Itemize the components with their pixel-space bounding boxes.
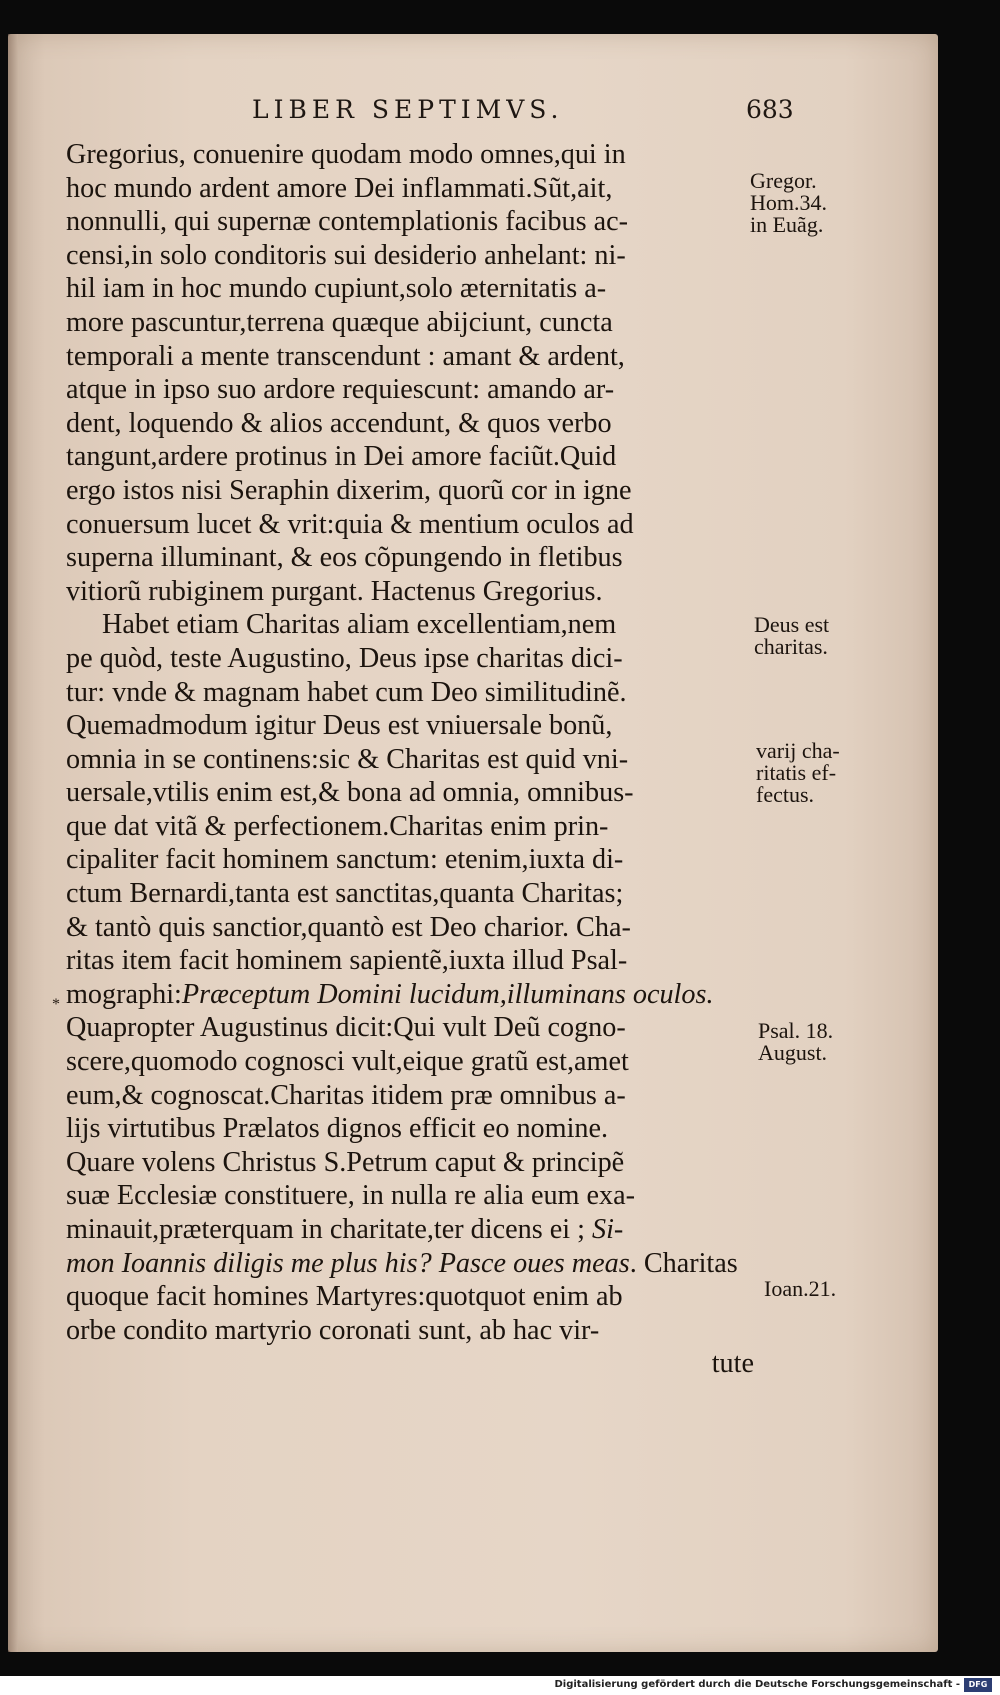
margin-note-varij-effectus bbox=[756, 740, 840, 806]
text-line: ctum Bernardi,tanta est sanctitas,quanta Charitas; bbox=[66, 878, 624, 910]
margin-note-line: Gregor. bbox=[750, 168, 817, 193]
text-line: uersale,vtilis enim est,& bona ad omnia, omnibus- bbox=[66, 777, 634, 809]
text-line: que dat vitã & perfectionem.Charitas enim prin- bbox=[66, 810, 609, 842]
body-text bbox=[66, 138, 766, 1381]
funding-credit: Digitalisierung gefördert durch die Deutsche Forschungsgemeinschaft - bbox=[554, 1679, 960, 1690]
quotation-italic: mon Ioannis diligis me plus his? Pasce oues meas bbox=[66, 1247, 630, 1279]
text-line-paragraph-start: Habet etiam Charitas aliam excellentiam,nem bbox=[102, 609, 617, 641]
text-line: quoque facit homines Martyres:quotquot enim ab bbox=[66, 1281, 623, 1313]
catchword: tute bbox=[711, 1348, 754, 1380]
text-line: hoc mundo ardent amore Dei inflammati.Sũt,ait, bbox=[66, 172, 613, 204]
margin-note-line: charitas. bbox=[754, 634, 828, 659]
text-line: dent, loquendo & alios accendunt, & quos verbo bbox=[66, 407, 612, 439]
text-line: omnia in se continens:sic & Charitas est quid vni- bbox=[66, 743, 629, 775]
text-line: conuersum lucet & vrit:quia & mentium oculos ad bbox=[66, 508, 634, 540]
margin-note-line: ritatis ef- bbox=[756, 760, 837, 785]
text-line: more pascuntur,terrena quæque abijciunt, cuncta bbox=[66, 306, 613, 338]
margin-note-line: Hom.34. bbox=[750, 190, 827, 215]
text-line: ergo istos nisi Seraphin dixerim, quorũ cor in igne bbox=[66, 474, 632, 506]
text-line: vitiorũ rubiginem purgant. Hactenus Gregorius. bbox=[66, 575, 603, 607]
line-roman-part: minauit,præterquam in charitate,ter dicens ei ; bbox=[66, 1214, 585, 1245]
text-line: lijs virtutibus Prælatos dignos efficit eo nomine. bbox=[66, 1113, 609, 1145]
text-line: suæ Ecclesiæ constituere, in nulla re alia eum exa- bbox=[66, 1180, 636, 1212]
text-line: orbe condito martyrio coronati sunt, ab hac vir- bbox=[66, 1314, 600, 1346]
margin-note-line: varij cha- bbox=[756, 738, 840, 763]
margin-note-line: Deus est bbox=[754, 612, 830, 637]
margin-note-gregor bbox=[750, 170, 827, 236]
running-head: LIBER SEPTIMVS. bbox=[252, 95, 564, 124]
line-roman-part: . Charitas bbox=[629, 1247, 738, 1279]
page-gutter bbox=[8, 34, 18, 1652]
margin-note-ioan bbox=[764, 1278, 836, 1300]
text-line: eum,& cognoscat.Charitas itidem præ omnibus a- bbox=[66, 1079, 626, 1111]
text-line: Quemadmodum igitur Deus est vniuersale bonũ, bbox=[66, 710, 613, 742]
margin-note-deus-charitas bbox=[754, 614, 829, 658]
text-line-quotation bbox=[66, 1213, 766, 1247]
text-line: cipaliter facit hominem sanctum: etenim,iuxta di- bbox=[66, 844, 624, 876]
text-line: & tantò quis sanctior,quantò est Deo charior. Cha- bbox=[66, 911, 631, 943]
text-line: censi,in solo conditoris sui desiderio anhelant: ni- bbox=[66, 239, 626, 271]
text-line: scere,quomodo cognosci vult,eique gratũ est,amet bbox=[66, 1046, 629, 1078]
text-line-quotation bbox=[66, 1247, 766, 1281]
text-line: superna illuminant, & eos cõpungendo in fletibus bbox=[66, 542, 623, 574]
text-line: atque in ipso suo ardore requiescunt: amando ar- bbox=[66, 374, 615, 406]
text-line: temporali a mente transcendunt : amant & ardent, bbox=[66, 340, 625, 372]
margin-note-psal-august bbox=[758, 1020, 833, 1064]
text-line: Quare volens Christus S.Petrum caput & principẽ bbox=[66, 1146, 625, 1178]
margin-note-line: in Euãg. bbox=[750, 212, 824, 237]
margin-note-line: Psal. 18. bbox=[758, 1018, 834, 1043]
star-mark: * bbox=[52, 996, 60, 1013]
text-line: pe quòd, teste Augustino, Deus ipse charitas dici- bbox=[66, 642, 623, 674]
text-line: ritas item facit hominem sapientẽ,iuxta illud Psal- bbox=[66, 945, 628, 977]
quotation-italic: Si- bbox=[584, 1214, 624, 1245]
text-line: Gregorius, conuenire quodam modo omnes,qui in bbox=[66, 139, 626, 170]
margin-note-line: August. bbox=[758, 1040, 828, 1065]
margin-note-line: Ioan.21. bbox=[764, 1276, 837, 1301]
text-line: Quapropter Augustinus dicit:Qui vult Deũ cogno- bbox=[66, 1012, 626, 1044]
text-line: hil iam in hoc mundo cupiunt,solo æternitatis a- bbox=[66, 273, 607, 305]
dfg-logo-icon: DFG bbox=[964, 1678, 992, 1692]
text-line: tur: vnde & magnam habet cum Deo similitudinẽ. bbox=[66, 676, 627, 708]
margin-note-line: fectus. bbox=[756, 782, 815, 807]
text-line: nonnulli, qui supernæ contemplationis facibus ac- bbox=[66, 206, 629, 238]
page-number: 683 bbox=[746, 95, 794, 124]
line-roman-part: mographi: bbox=[66, 978, 182, 1010]
text-line-quotation bbox=[66, 978, 766, 1012]
text-line: tangunt,ardere protinus in Dei amore faciũt.Quid bbox=[66, 441, 617, 473]
quotation-italic: Præceptum Domini lucidum,illuminans oculos. bbox=[181, 978, 714, 1010]
